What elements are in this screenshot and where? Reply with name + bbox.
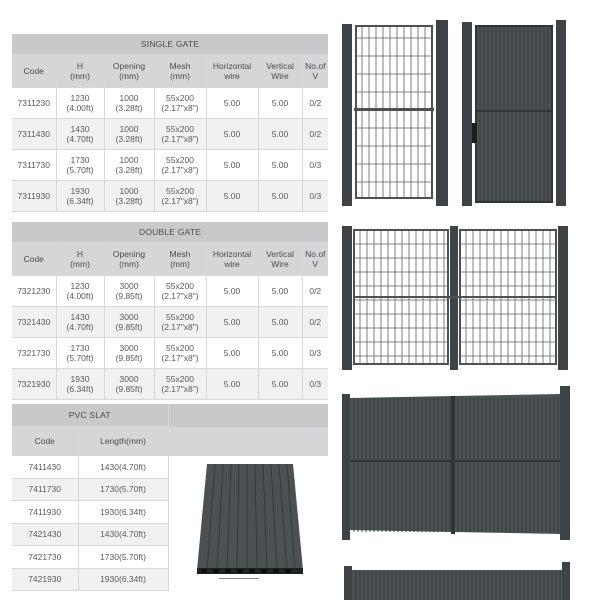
code-cell: 7421430	[12, 523, 78, 546]
opening-cell: 1000 (3.28ft)	[104, 150, 154, 181]
no-of-v-cell: 0/2	[302, 119, 328, 150]
column-header: Horizontal wire	[206, 55, 258, 88]
table-row	[12, 369, 328, 400]
column-header: Length(mm)	[78, 427, 168, 456]
height-cell: 1730 (5.70ft)	[56, 338, 104, 369]
opening-cell: 1000 (3.28ft)	[104, 88, 154, 119]
column-header: No.of V	[302, 55, 328, 88]
double-gate-title: DOUBLE GATE	[12, 222, 328, 243]
vertical-wire-cell: 5.00	[258, 276, 302, 307]
length-cell: 1430(4.70ft)	[78, 456, 168, 479]
height-cell: 1730 (5.70ft)	[56, 150, 104, 181]
code-cell: 7311230	[12, 88, 56, 119]
opening-cell: 3000 (9.85ft)	[104, 369, 154, 400]
vertical-wire-cell: 5.00	[258, 150, 302, 181]
horizontal-wire-cell: 5.00	[206, 307, 258, 338]
code-cell: 7321730	[12, 338, 56, 369]
no-of-v-cell: 0/2	[302, 88, 328, 119]
single-slat-gate-image	[460, 18, 572, 208]
horizontal-wire-cell: 5.00	[206, 369, 258, 400]
mesh-cell: 55x200 (2.17"x8")	[154, 181, 206, 212]
height-cell: 1430 (4.70ft)	[56, 307, 104, 338]
vertical-wire-cell: 5.00	[258, 88, 302, 119]
table-row	[12, 307, 328, 338]
mesh-cell: 55x200 (2.17"x8")	[154, 119, 206, 150]
code-cell: 7321930	[12, 369, 56, 400]
mesh-cell: 55x200 (2.17"x8")	[154, 88, 206, 119]
single-gate-title: SINGLE GATE	[12, 34, 328, 55]
vertical-wire-cell: 5.00	[258, 369, 302, 400]
code-cell: 7311430	[12, 119, 56, 150]
horizontal-wire-cell: 5.00	[206, 181, 258, 212]
column-header: H (mm)	[56, 55, 104, 88]
column-header: Mesh (mm)	[154, 243, 206, 276]
single-gate-table	[12, 34, 328, 212]
code-cell: 7421930	[12, 568, 78, 591]
no-of-v-cell: 0/2	[302, 276, 328, 307]
table-row	[12, 338, 328, 369]
partial-slat-gate-image	[340, 562, 572, 600]
height-cell: 1430 (4.70ft)	[56, 119, 104, 150]
length-cell: 1430(4.70ft)	[78, 523, 168, 546]
table-row	[12, 276, 328, 307]
code-cell: 7321430	[12, 307, 56, 338]
mesh-cell: 55x200 (2.17"x8")	[154, 276, 206, 307]
single-gate-header-row	[12, 55, 328, 88]
mesh-cell: 55x200 (2.17"x8")	[154, 307, 206, 338]
vertical-wire-cell: 5.00	[258, 181, 302, 212]
column-header: Horizontal wire	[206, 243, 258, 276]
height-cell: 1930 (6.34ft)	[56, 369, 104, 400]
no-of-v-cell: 0/3	[302, 338, 328, 369]
table-row	[12, 456, 328, 479]
length-cell: 1930(6.34ft)	[78, 568, 168, 591]
mesh-cell: 55x200 (2.17"x8")	[154, 150, 206, 181]
opening-cell: 3000 (9.85ft)	[104, 276, 154, 307]
horizontal-wire-cell: 5.00	[206, 150, 258, 181]
double-slat-gate-image	[340, 384, 572, 540]
double-mesh-gate-image	[340, 226, 572, 370]
double-gate-table	[12, 222, 328, 400]
no-of-v-cell: 0/3	[302, 369, 328, 400]
pvc-slat-table	[12, 404, 328, 591]
mesh-cell: 55x200 (2.17"x8")	[154, 369, 206, 400]
no-of-v-cell: 0/2	[302, 307, 328, 338]
pvc-slat-image	[169, 458, 329, 586]
table-row	[12, 181, 328, 212]
column-header: Opening (mm)	[104, 243, 154, 276]
horizontal-wire-cell: 5.00	[206, 88, 258, 119]
opening-cell: 3000 (9.85ft)	[104, 338, 154, 369]
height-cell: 1230 (4.00ft)	[56, 88, 104, 119]
table-row	[12, 119, 328, 150]
length-cell: 1930(6.34ft)	[78, 501, 168, 524]
single-mesh-gate-image	[340, 18, 452, 208]
column-header: Code	[12, 243, 56, 276]
vertical-wire-cell: 5.00	[258, 307, 302, 338]
pvc-slat-section	[12, 404, 328, 584]
double-gate-header-row	[12, 243, 328, 276]
vertical-wire-cell: 5.00	[258, 338, 302, 369]
horizontal-wire-cell: 5.00	[206, 119, 258, 150]
code-cell: 7421730	[12, 546, 78, 569]
column-header: Opening (mm)	[104, 55, 154, 88]
vertical-wire-cell: 5.00	[258, 119, 302, 150]
opening-cell: 1000 (3.28ft)	[104, 181, 154, 212]
column-header: No.of V	[302, 243, 328, 276]
slat-image-cell	[168, 456, 328, 591]
length-cell: 1730(5.70ft)	[78, 546, 168, 569]
code-cell: 7411730	[12, 478, 78, 501]
code-cell: 7411930	[12, 501, 78, 524]
horizontal-wire-cell: 5.00	[206, 338, 258, 369]
table-row	[12, 150, 328, 181]
horizontal-wire-cell: 5.00	[206, 276, 258, 307]
opening-cell: 1000 (3.28ft)	[104, 119, 154, 150]
column-header: Mesh (mm)	[154, 55, 206, 88]
column-header: Vertical Wire	[258, 243, 302, 276]
no-of-v-cell: 0/3	[302, 150, 328, 181]
column-header: Vertical Wire	[258, 55, 302, 88]
code-cell: 7411430	[12, 456, 78, 479]
length-cell: 1730(5.70ft)	[78, 478, 168, 501]
code-cell: 7311730	[12, 150, 56, 181]
column-header: Code	[12, 427, 78, 456]
pvc-slat-title: PVC SLAT	[12, 404, 168, 427]
mesh-cell: 55x200 (2.17"x8")	[154, 338, 206, 369]
opening-cell: 3000 (9.85ft)	[104, 307, 154, 338]
no-of-v-cell: 0/3	[302, 181, 328, 212]
table-row	[12, 88, 328, 119]
height-cell: 1230 (4.00ft)	[56, 276, 104, 307]
column-header: Code	[12, 55, 56, 88]
code-cell: 7321230	[12, 276, 56, 307]
column-header: H (mm)	[56, 243, 104, 276]
height-cell: 1930 (6.34ft)	[56, 181, 104, 212]
code-cell: 7311930	[12, 181, 56, 212]
